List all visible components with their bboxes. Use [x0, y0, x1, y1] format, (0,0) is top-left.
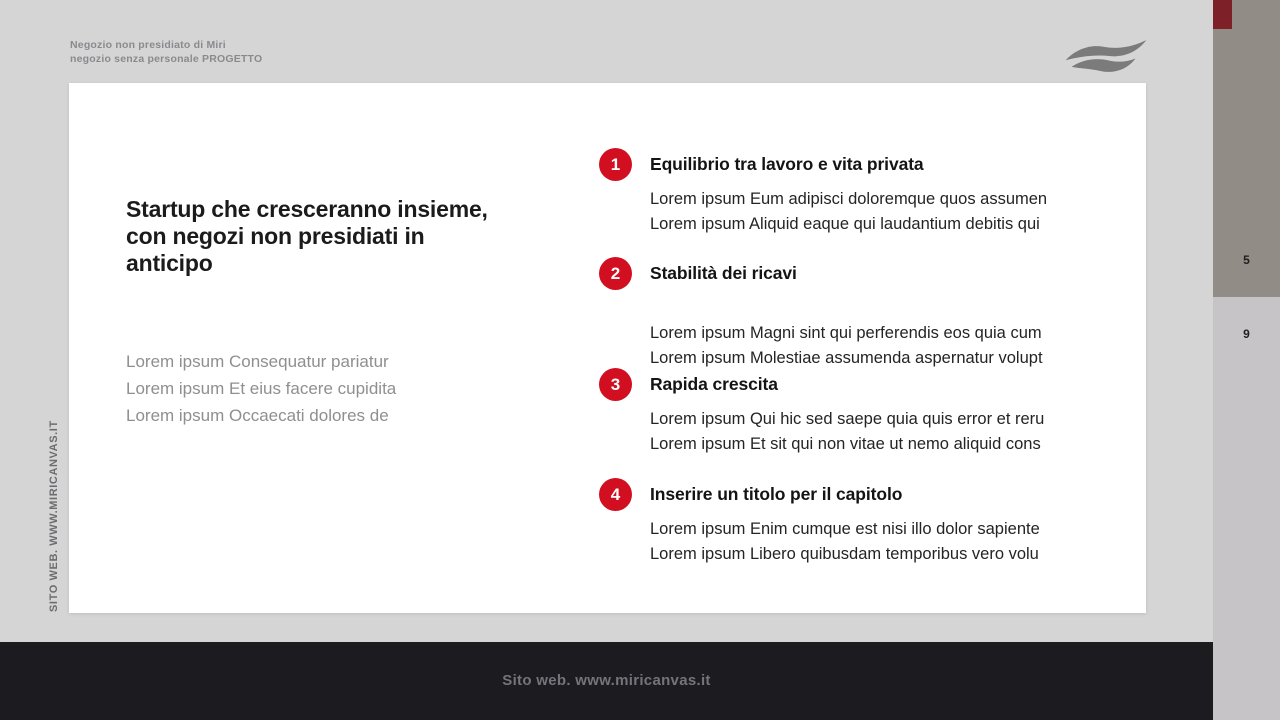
footer-bar: [0, 642, 1213, 720]
red-page-marker: [1213, 0, 1232, 29]
list-item-3: [599, 368, 1119, 457]
number-badge-2: 2: [599, 257, 632, 290]
slide-intro-line2: Lorem ipsum Et eius facere cupidita: [126, 379, 397, 398]
number-badge-3: 3: [599, 368, 632, 401]
header-caption-line1: Negozio non presidiato di Miri: [70, 39, 226, 51]
number-badge-1: 1: [599, 148, 632, 181]
slide-intro-line3: Lorem ipsum Occaecati dolores de: [126, 406, 389, 425]
slide-title-line1: Startup che cresceranno insieme,: [126, 196, 488, 222]
item-body-2: [650, 321, 1119, 371]
item-body-4-line1: Lorem ipsum Enim cumque est nisi illo dolor sapiente: [650, 520, 1040, 538]
item-body-4: [650, 517, 1119, 567]
list-item-4: [599, 478, 1119, 567]
item-body-1: [650, 187, 1119, 237]
slide-title: [126, 196, 488, 277]
number-badge-4: 4: [599, 478, 632, 511]
vertical-site-caption: SITO WEB. WWW.MIRICANVAS.IT: [48, 420, 60, 612]
item-body-2-line2: Lorem ipsum Molestiae assumenda aspernatur volupt: [650, 349, 1043, 367]
slide-header-caption: [70, 39, 262, 66]
slide-intro: [126, 348, 396, 429]
item-body-1-line1: Lorem ipsum Eum adipisci doloremque quos assumen: [650, 190, 1048, 208]
wave-logo-icon: [1064, 37, 1148, 75]
item-body-3-line1: Lorem ipsum Qui hic sed saepe quia quis error et reru: [650, 410, 1045, 428]
footer-text: Sito web. www.miricanvas.it: [502, 672, 711, 689]
list-item-2: [599, 257, 1119, 371]
header-caption-line2: negozio senza personale PROGETTO: [70, 52, 263, 65]
item-body-3: [650, 407, 1119, 457]
item-heading-3: Rapida crescita: [650, 374, 778, 394]
item-heading-4: Inserire un titolo per il capitolo: [650, 484, 903, 504]
right-panel-top: [1213, 0, 1280, 297]
right-panel-bottom: [1213, 297, 1280, 720]
page-number-bottom: 9: [1243, 327, 1250, 341]
slide-title-line3: anticipo: [126, 250, 213, 276]
item-body-1-line2: Lorem ipsum Aliquid eaque qui laudantium debitis qui: [650, 215, 1040, 233]
slide-intro-line1: Lorem ipsum Consequatur pariatur: [126, 352, 389, 371]
item-body-3-line2: Lorem ipsum Et sit qui non vitae ut nemo aliquid cons: [650, 435, 1041, 453]
list-item-1: [599, 148, 1119, 237]
numbered-items-list: [599, 83, 1119, 613]
content-card: [69, 83, 1146, 613]
item-heading-2: Stabilità dei ricavi: [650, 263, 797, 283]
page-number-top: 5: [1243, 253, 1250, 267]
item-body-2-line1: Lorem ipsum Magni sint qui perferendis eos quia cum: [650, 324, 1042, 342]
item-body-4-line2: Lorem ipsum Libero quibusdam temporibus vero volu: [650, 545, 1039, 563]
item-heading-1: Equilibrio tra lavoro e vita privata: [650, 154, 924, 174]
slide-title-line2: con negozi non presidiati in: [126, 223, 425, 249]
